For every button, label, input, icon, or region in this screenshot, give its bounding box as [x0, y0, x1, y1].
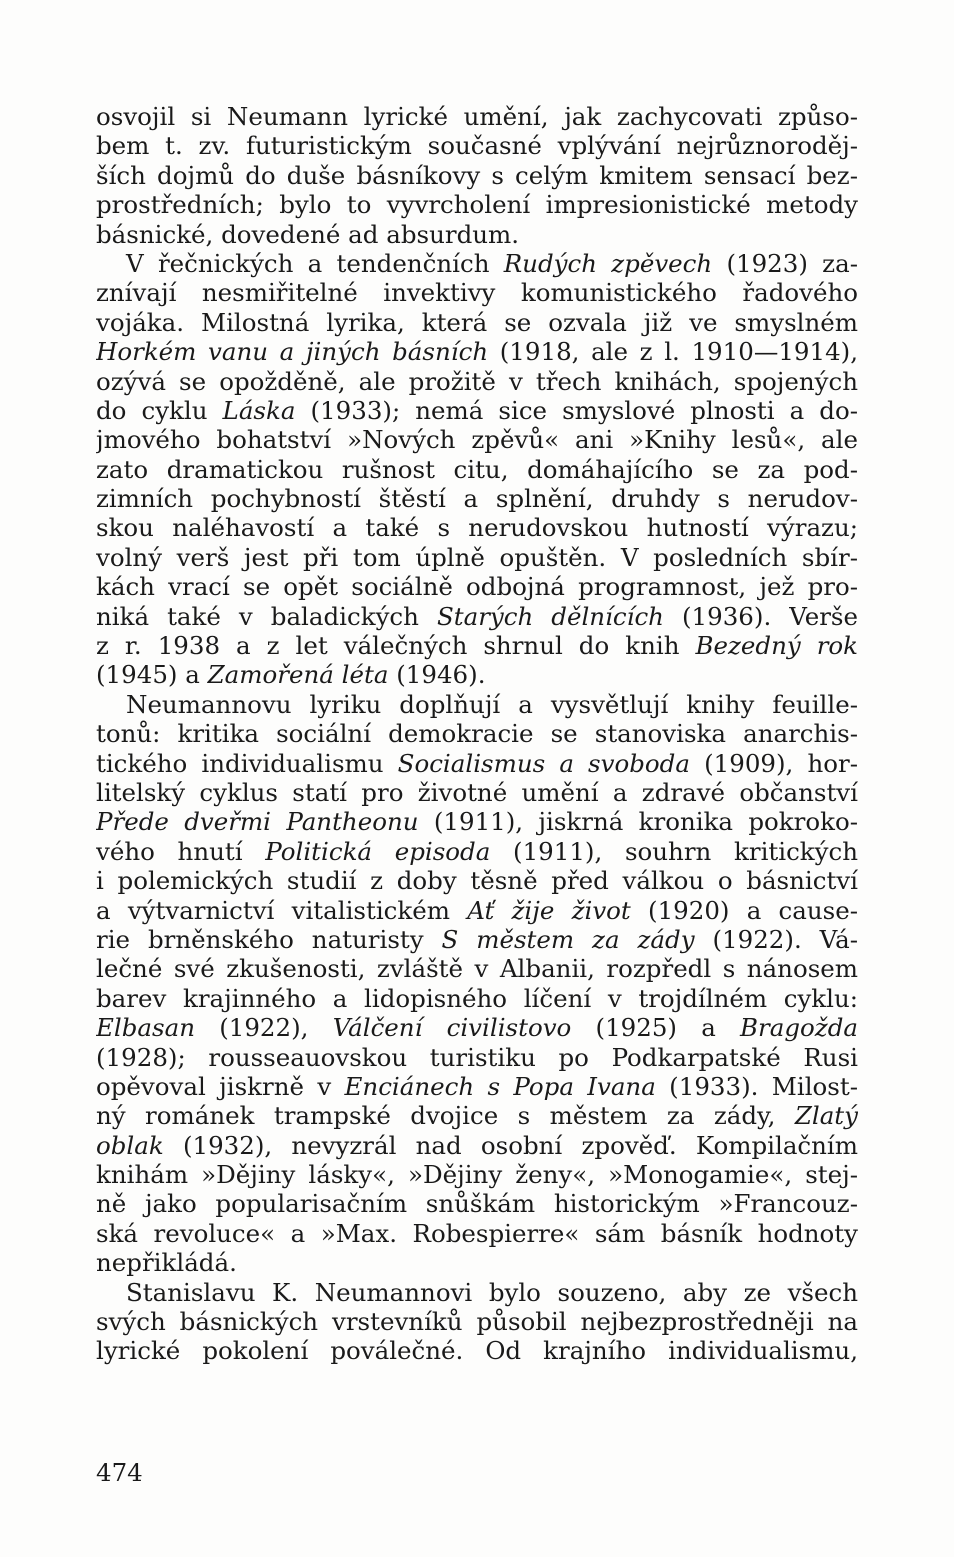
text-line	[96, 954, 858, 983]
text-segment: (1932), nevyzrál nad osobní zpověď. Kompilačním	[163, 1130, 858, 1160]
text-segment: ně jako popularisačním snůškám historickým »Francouz-	[96, 1189, 858, 1219]
italic-title: Horkém vanu a jiných básních	[96, 337, 489, 367]
paragraph	[96, 102, 858, 249]
text-line	[96, 1307, 858, 1336]
text-line	[96, 719, 858, 748]
text-segment: opěvoval jiskrně v	[96, 1071, 345, 1101]
text-line	[96, 1013, 858, 1042]
text-line	[96, 572, 858, 601]
italic-title: Starých dělnících	[436, 601, 664, 631]
text-segment: z r. 1938 a z let válečných shrnul do knih	[96, 631, 696, 661]
text-line	[96, 1189, 858, 1218]
text-segment: jmového bohatství »Nových zpěvů« ani »Knihy lesů«, ale	[96, 425, 858, 455]
text-line	[96, 367, 858, 396]
text-segment: (1911), souhrn kritických	[490, 836, 858, 866]
text-line	[96, 337, 858, 366]
text-line	[96, 513, 858, 542]
text-segment: ný románek trampské dvojice s městem za zády,	[96, 1101, 795, 1131]
text-line	[96, 425, 858, 454]
text-segment: (1946).	[388, 660, 486, 690]
text-segment: V řečnických a tendenčních	[126, 248, 504, 278]
text-line	[96, 602, 858, 631]
text-line	[96, 396, 858, 425]
text-line	[96, 190, 858, 219]
text-line	[96, 1336, 858, 1365]
text-line	[96, 220, 858, 249]
italic-title: Socialismus a svoboda	[397, 748, 690, 778]
text-segment: ších dojmů do duše básníkovy s celým kmitem sensací bez-	[96, 160, 858, 190]
italic-title: Bezedný rok	[695, 631, 858, 661]
text-segment: (1925) a	[571, 1013, 741, 1043]
text-segment: knihám »Dějiny lásky«, »Dějiny ženy«, »Monogamie«, stej-	[96, 1160, 858, 1190]
text-segment: tonů: kritika sociální demokracie se stanoviska anarchis-	[96, 719, 858, 749]
text-segment: bem t. zv. futuristickým současné vplývání nejrůznoroděj-	[96, 131, 858, 161]
text-segment: ozývá se opožděně, ale prožitě v třech knihách, spojených	[96, 366, 858, 396]
text-line	[96, 484, 858, 513]
text-line	[96, 1219, 858, 1248]
text-segment: (1922),	[194, 1013, 333, 1043]
italic-title: Bragožda	[740, 1013, 858, 1043]
paragraph	[96, 249, 858, 690]
text-segment: zimních pochybností štěstí a splnění, druhdy s nerudov-	[96, 484, 858, 514]
paragraph	[96, 1278, 858, 1366]
text-segment: barev krajinného a lidopisného líčení v trojdílném cyklu:	[96, 983, 858, 1013]
text-segment: básnické, dovedené ad absurdum.	[96, 219, 520, 249]
text-line	[96, 1248, 858, 1277]
text-line	[96, 837, 858, 866]
italic-title: Zamořená léta	[207, 660, 389, 690]
text-segment: vého hnutí	[96, 836, 266, 866]
italic-title: Přede dveřmi Pantheonu	[96, 807, 419, 837]
text-segment: (1911), jiskrná kronika pokroko-	[418, 807, 858, 837]
text-segment: tického individualismu	[96, 748, 398, 778]
text-segment: (1933); nemá sice smyslové plnosti a do-	[295, 395, 858, 425]
text-line	[96, 1043, 858, 1072]
text-line	[96, 1072, 858, 1101]
text-line	[96, 1278, 858, 1307]
page-number: 474	[96, 1458, 143, 1487]
text-line	[96, 131, 858, 160]
italic-title: Elbasan	[96, 1013, 195, 1043]
italic-title: Politická episoda	[265, 836, 491, 866]
italic-title: Enciánech s Popa Ivana	[344, 1071, 656, 1101]
text-line	[96, 543, 858, 572]
text-segment: nepřikládá.	[96, 1248, 237, 1278]
text-line	[96, 1131, 858, 1160]
italic-title: Zlatý	[794, 1101, 858, 1131]
text-segment: (1918, ale z l. 1910—1914),	[488, 337, 858, 367]
italic-title: Rudých zpěvech	[503, 248, 713, 278]
text-line	[96, 925, 858, 954]
text-segment: i polemických studií z doby těsně před válkou o básnictví	[96, 866, 858, 896]
text-segment: Neumannovu lyriku doplňují a vysvětlují knihy feuille-	[126, 689, 858, 719]
text-line	[96, 455, 858, 484]
text-segment: (1933). Milost-	[655, 1071, 858, 1101]
text-segment: (1945) a	[96, 660, 208, 690]
text-segment: a výtvarnictví vitalistickém	[96, 895, 468, 925]
text-segment: kách vrací se opět sociálně odbojná programnost, jež pro-	[96, 572, 858, 602]
text-line	[96, 102, 858, 131]
italic-title: oblak	[96, 1130, 164, 1160]
text-line	[96, 1101, 858, 1130]
text-segment: zato dramatickou rušnost citu, domáhajícího se za pod-	[96, 454, 858, 484]
text-line	[96, 278, 858, 307]
text-line	[96, 749, 858, 778]
italic-title: Láska	[222, 395, 296, 425]
text-segment: (1922). Vá-	[694, 924, 858, 954]
text-segment: skou naléhavostí a také s nerudovskou hutností výrazu;	[96, 513, 858, 543]
text-line	[96, 631, 858, 660]
italic-title: Ať žije život	[467, 895, 631, 925]
text-segment: (1909), hor-	[689, 748, 858, 778]
text-segment: znívají nesmiřitelné invektivy komunistického řadového	[96, 278, 858, 308]
text-segment: Stanislavu K. Neumannovi bylo souzeno, aby ze všech	[126, 1277, 858, 1307]
text-line	[96, 660, 858, 689]
text-segment: svých básnických vrstevníků působil nejbezprostředněji na	[96, 1307, 858, 1337]
text-segment: litelský cyklus statí pro životné umění a zdravé občanství	[96, 777, 858, 807]
text-line	[96, 807, 858, 836]
italic-title: S městem za zády	[441, 924, 695, 954]
text-line	[96, 778, 858, 807]
text-line	[96, 161, 858, 190]
text-line	[96, 896, 858, 925]
text-line	[96, 249, 858, 278]
text-segment: (1920) a cause-	[630, 895, 858, 925]
text-segment: ská revoluce« a »Max. Robespierre« sám básník hodnoty	[96, 1218, 858, 1248]
text-line	[96, 690, 858, 719]
text-segment: (1923) za-	[712, 248, 858, 278]
text-segment: (1928); rousseauovskou turistiku po Podkarpatské Rusi	[96, 1042, 858, 1072]
body-text	[96, 102, 858, 1366]
italic-title: Válčení civilistovo	[332, 1013, 572, 1043]
text-segment: lečné své zkušenosti, zvláště v Albanii, rozpředl s nánosem	[96, 954, 858, 984]
text-segment: osvojil si Neumann lyrické umění, jak zachycovati způso-	[96, 102, 858, 131]
text-line	[96, 866, 858, 895]
text-segment: rie brněnského naturisty	[96, 924, 442, 954]
text-segment: do cyklu	[96, 395, 223, 425]
text-line	[96, 984, 858, 1013]
text-line	[96, 1160, 858, 1189]
text-segment: vojáka. Milostná lyrika, která se ozvala již ve smyslném	[96, 307, 858, 337]
paragraph	[96, 690, 858, 1278]
text-segment: (1936). Verše	[663, 601, 858, 631]
text-segment: niká také v baladických	[96, 601, 437, 631]
text-segment: lyrické pokolení poválečné. Od krajního individualismu,	[96, 1336, 858, 1366]
text-line	[96, 308, 858, 337]
text-segment: volný verš jest při tom úplně opuštěn. V posledních sbír-	[96, 542, 858, 572]
text-segment: prostředních; bylo to vyvrcholení impresionistické metody	[96, 190, 858, 220]
